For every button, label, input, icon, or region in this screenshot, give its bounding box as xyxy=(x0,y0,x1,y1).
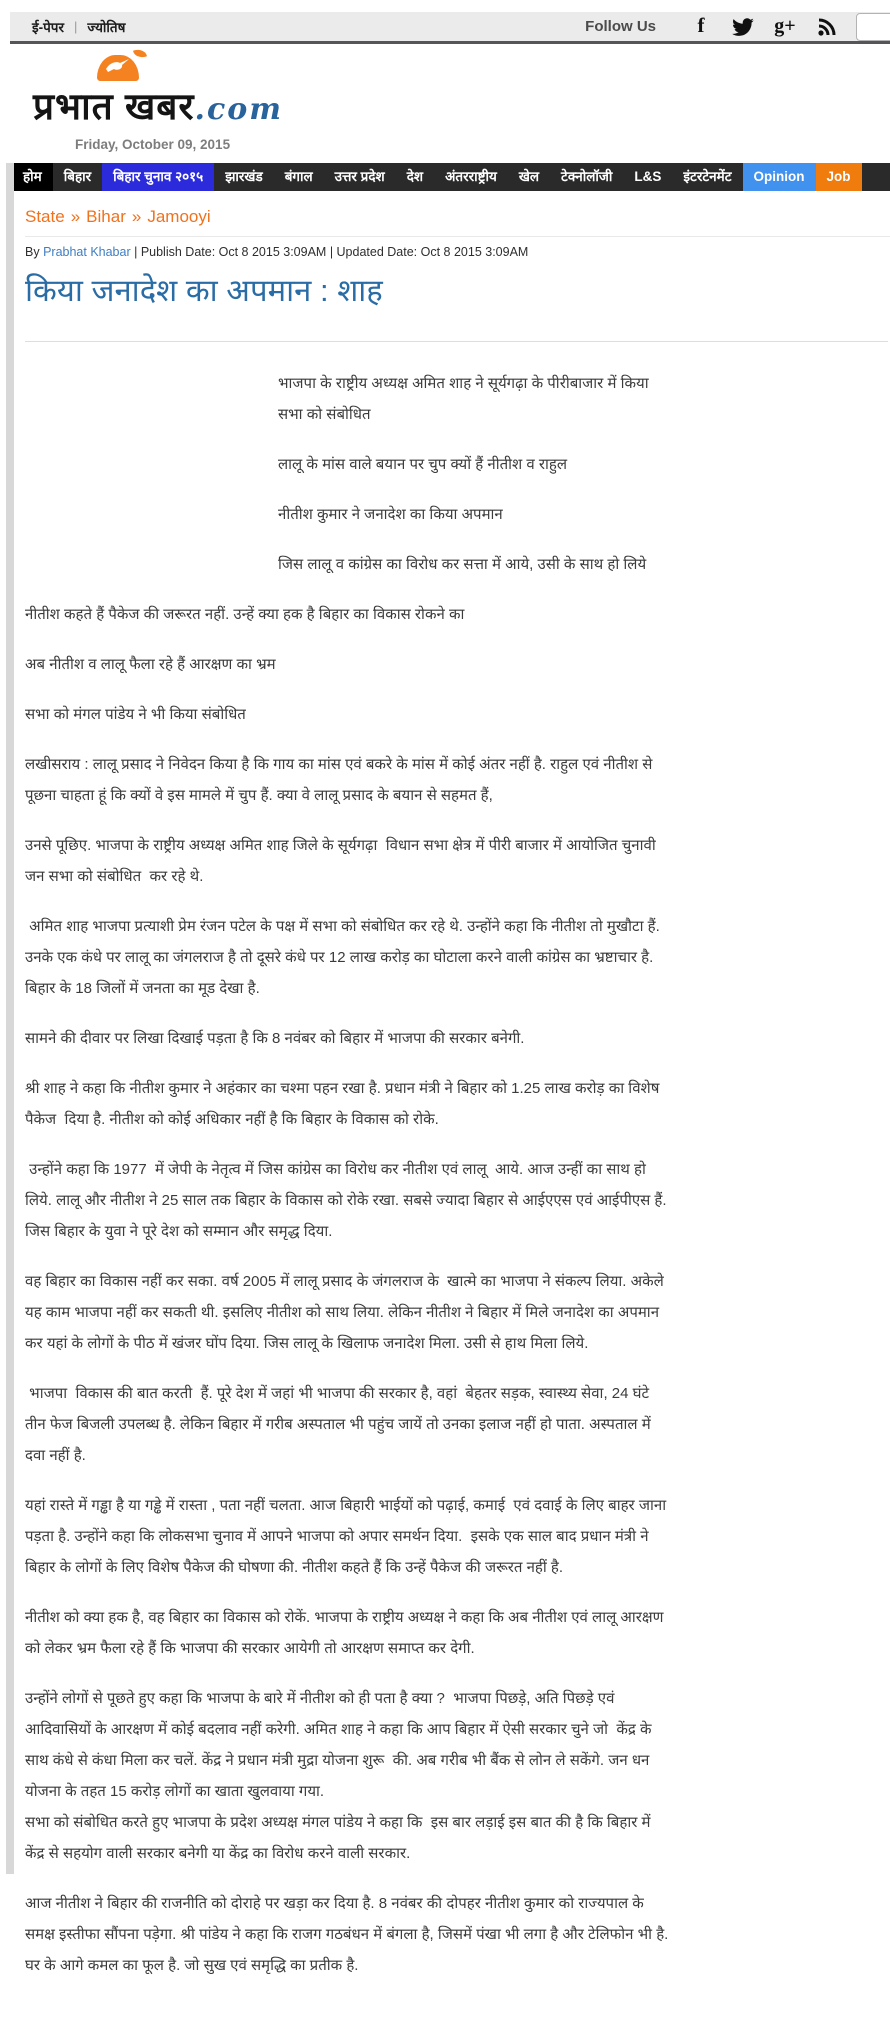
breadcrumb-link[interactable]: State xyxy=(25,207,65,226)
breadcrumb xyxy=(25,207,890,227)
googleplus-icon[interactable]: g+ xyxy=(774,14,796,37)
topbar-social xyxy=(585,11,890,42)
breadcrumb-segment xyxy=(147,207,210,226)
nav-item[interactable]: Opinion xyxy=(743,163,816,191)
breadcrumb-segment xyxy=(86,207,147,226)
article-paragraph: नीतीश कुमार ने जनादेश का किया अपमान xyxy=(278,506,503,524)
page-left-gutter xyxy=(6,163,14,1874)
epaper-link[interactable]: ई-पेपर xyxy=(32,19,64,35)
breadcrumb-link[interactable]: Bihar xyxy=(86,207,126,226)
article-body xyxy=(25,341,888,2030)
divider xyxy=(25,236,890,237)
article-paragraph: जिस लालू व कांग्रेस का विरोध कर सत्ता में आये, उसी के साथ हो लिये xyxy=(278,556,647,574)
nav-item[interactable]: होम xyxy=(12,163,53,191)
article-paragraph: भाजपा के राष्ट्रीय अध्यक्ष अमित शाह ने सूर्यगढ़ा के पीरीबाजार में किया सभा को संबोधित xyxy=(278,375,653,424)
rss-icon[interactable] xyxy=(806,12,848,41)
article-paragraph: वह बिहार का विकास नहीं कर सका. वर्ष 2005 में लालू प्रसाद के जंगलराज के खात्मे का भाजपा ने संकल्प लिया. अकेले यह काम भाजपा नहीं कर सकती थी. इसलिए नीतीश को साथ लिया. लेकिन नीतीश ने बिहार में मिले जनादेश का अपमान कर यहां के लोगों के पीठ में खंजर घोंप दिया. जिस लालू के खिलाफ जनादेश मिला. उसी से हाथ मिला लिये. xyxy=(25,1273,668,1353)
nav-item[interactable]: बिहार xyxy=(63,169,92,184)
breadcrumb-separator: » xyxy=(131,207,142,226)
byline-dates: | Publish Date: Oct 8 2015 3:09AM | Updated Date: Oct 8 2015 3:09AM xyxy=(130,245,529,259)
nav-item[interactable]: L&S xyxy=(634,169,662,184)
nav-item[interactable]: टेक्नोलॉजी xyxy=(561,169,613,184)
article-paragraph: आज नीतीश ने बिहार की राजनीति को दोराहे पर खड़ा कर दिया है. 8 नवंबर की दोपहर नीतीश कुमार को राज्यपाल के समक्ष इस्तीफा सौंपना पड़ेगा. श्री पांडेय ने कहा कि राजग गठबंधन में बंगला है, जिसमें पंखा भी लगा है और टेलिफोन भी है. घर के आगे कमल का फूल है. जो सुख एवं समृद्धि का प्रतीक है. xyxy=(25,1895,673,1975)
breadcrumb-segment xyxy=(25,207,86,226)
follow-us-label: Follow Us xyxy=(585,18,656,35)
logo-link[interactable] xyxy=(33,79,283,130)
article-paragraph: उन्होंने लोगों से पूछते हुए कहा कि भाजपा के बारे में नीतीश को ही पता है क्या ? भाजपा पिछड़े, अति पिछड़े एवं आदिवासियों के आरक्षण में कोई बदलाव नहीं करेगी. अमित शाह ने कहा कि आप बिहार में ऐसी सरकार चुने जो केंद्र के साथ कंधे से कंधा मिला कर चलें. केंद्र ने प्रधान मंत्री मुद्रा योजना शुरू की. अब गरीब भी बैंक से लोन ले सकेंगे. जन धन योजना के तहत 15 करोड़ लोगों का खाता खुलवाया गया. xyxy=(25,1690,656,1801)
article-paragraph: उन्होंने कहा कि 1977 में जेपी के नेतृत्व में जिस कांग्रेस का विरोध कर नीतीश एवं लालू आये. आज उन्हीं का साथ हो लिये. लालू और नीतीश ने 25 साल तक बिहार के विकास को रोके रखा. सबसे ज्यादा बिहार से आईएएस एवं आईपीएस हैं. जिस बिहार के युवा ने पूरे देश को सम्मान और समृद्ध दिया. xyxy=(25,1161,671,1241)
article-paragraph: सभा को मंगल पांडेय ने भी किया संबोधित xyxy=(25,706,246,724)
twitter-icon[interactable] xyxy=(722,12,764,41)
byline-prefix: By xyxy=(25,245,44,259)
logo-text: प्रभात खबर.com xyxy=(33,86,284,127)
main-nav xyxy=(12,163,890,191)
breadcrumb-link[interactable]: Jamooyi xyxy=(147,207,211,226)
nav-item[interactable]: झारखंड xyxy=(225,169,263,184)
logo-sun-bird-icon xyxy=(97,55,139,81)
date-line: Friday, October 09, 2015 xyxy=(75,137,231,152)
article-paragraph: सामने की दीवार पर लिखा दिखाई पड़ता है कि 8 नवंबर को बिहार में भाजपा की सरकार बनेगी. xyxy=(25,1030,525,1048)
nav-item[interactable]: देश xyxy=(406,169,424,184)
article-paragraph: अब नीतीश व लालू फैला रहे हैं आरक्षण का भ्रम xyxy=(25,656,276,674)
article-paragraph: भाजपा विकास की बात करती हैं. पूरे देश में जहां भी भाजपा की सरकार है, वहां बेहतर सड़क, स्वास्थ्य सेवा, 24 घंटे तीन फेज बिजली उपलब्ध है. लेकिन बिहार में गरीब अस्पताल भी पहुंच जायें तो उनका इलाज नहीं हो पाता. अस्पताल में दवा नहीं है. xyxy=(25,1385,660,1465)
author-link[interactable]: Prabhat Khabar xyxy=(43,245,131,259)
masthead xyxy=(33,55,283,152)
nav-item[interactable]: खेल xyxy=(518,169,540,184)
content-area xyxy=(14,191,890,2030)
nav-item[interactable]: उत्तर प्रदेश xyxy=(334,169,385,184)
nav-item[interactable]: अंतरराष्ट्रीय xyxy=(445,169,497,184)
search-input[interactable] xyxy=(856,13,890,41)
topbar xyxy=(10,12,890,44)
article-paragraph: सभा को संबोधित करते हुए भाजपा के प्रदेश अध्यक्ष मंगल पांडेय ने कहा कि इस बार लड़ाई इस बात की है कि बिहार में केंद्र से सहयोग वाली सरकार बनेगी या केंद्र का विरोध करने वाली सरकार. xyxy=(25,1814,655,1863)
article-paragraph: उनसे पूछिए. भाजपा के राष्ट्रीय अध्यक्ष अमित शाह जिले के सूर्यगढ़ा विधान सभा क्षेत्र में पीरी बाजार में आयोजित चुनावी जन सभा को संबोधित कर रहे थे. xyxy=(25,837,660,886)
logo-domain: .com xyxy=(194,92,284,127)
article-paragraph: लखीसराय : लालू प्रसाद ने निवेदन किया है कि गाय का मांस एवं बकरे के मांस में कोई अंतर नहीं है. राहुल एवं नीतीश से पूछना चाहता हूं कि क्यों वे इस मामले में चुप हैं. क्या वे लालू प्रसाद के बयान से सहमत हैं, xyxy=(25,756,657,805)
nav-item[interactable]: बंगाल xyxy=(284,169,313,184)
nav-item[interactable]: बिहार चुनाव २०१५ xyxy=(102,163,214,191)
jyotish-link[interactable]: ज्योतिष xyxy=(87,19,126,35)
topbar-separator: | xyxy=(73,19,78,34)
nav-item[interactable]: इंटरटेनमेंट xyxy=(683,169,732,184)
breadcrumb-separator: » xyxy=(70,207,81,226)
topbar-links xyxy=(10,18,125,36)
article-paragraph: श्री शाह ने कहा कि नीतीश कुमार ने अहंकार का चश्मा पहन रखा है. प्रधान मंत्री ने बिहार को 1.25 लाख करोड़ का विशेष पैकेज दिया है. नीतीश को कोई अधिकार नहीं है कि बिहार के विकास को रोके. xyxy=(25,1080,664,1129)
facebook-icon[interactable]: f xyxy=(697,13,705,37)
article-paragraph: नीतीश कहते हैं पैकेज की जरूरत नहीं. उन्हें क्या हक है बिहार का विकास रोकने का xyxy=(25,606,465,624)
article-paragraph: अमित शाह भाजपा प्रत्याशी प्रेम रंजन पटेल के पक्ष में सभा को संबोधित कर रहे थे. उन्होंने कहा कि नीतीश तो मुखौटा हैं. उनके एक कंधे पर लालू का जंगलराज है तो दूसरे कंधे पर 12 लाख करोड़ का घोटाला करने वाली कांग्रेस का भ्रष्टाचार है. बिहार के 18 जिलों में जनता का मूड देखा है. xyxy=(25,918,664,998)
article-paragraph: यहां रास्ते में गड्ढा है या गड्ढे में रास्ता , पता नहीं चलता. आज बिहारी भाईयों को पढ़ाई, कमाई एवं दवाई के लिए बाहर जाना पड़ता है. उन्होंने कहा कि लोकसभा चुनाव में आपने भाजपा को अपार समर्थन दिया. इसके एक साल बाद प्रधान मंत्री ने बिहार के लोगों के लिए विशेष पैकेज की घोषणा की. नीतीश कहते हैं कि उन्हें पैकेज की जरूरत नहीं है. xyxy=(25,1497,671,1577)
nav-item[interactable]: Job xyxy=(816,163,862,191)
article-paragraph: नीतीश को क्या हक है, वह बिहार का विकास को रोकें. भाजपा के राष्ट्रीय अध्यक्ष ने कहा कि अब नीतीश एवं लालू आरक्षण को लेकर भ्रम फैला रहे हैं कि भाजपा की सरकार आयेगी तो आरक्षण समाप्त कर देगी. xyxy=(25,1609,668,1658)
byline xyxy=(25,245,890,259)
article-paragraph: लालू के मांस वाले बयान पर चुप क्यों हैं नीतीश व राहुल xyxy=(278,456,568,474)
article-headline: किया जनादेश का अपमान : शाह xyxy=(25,273,383,308)
